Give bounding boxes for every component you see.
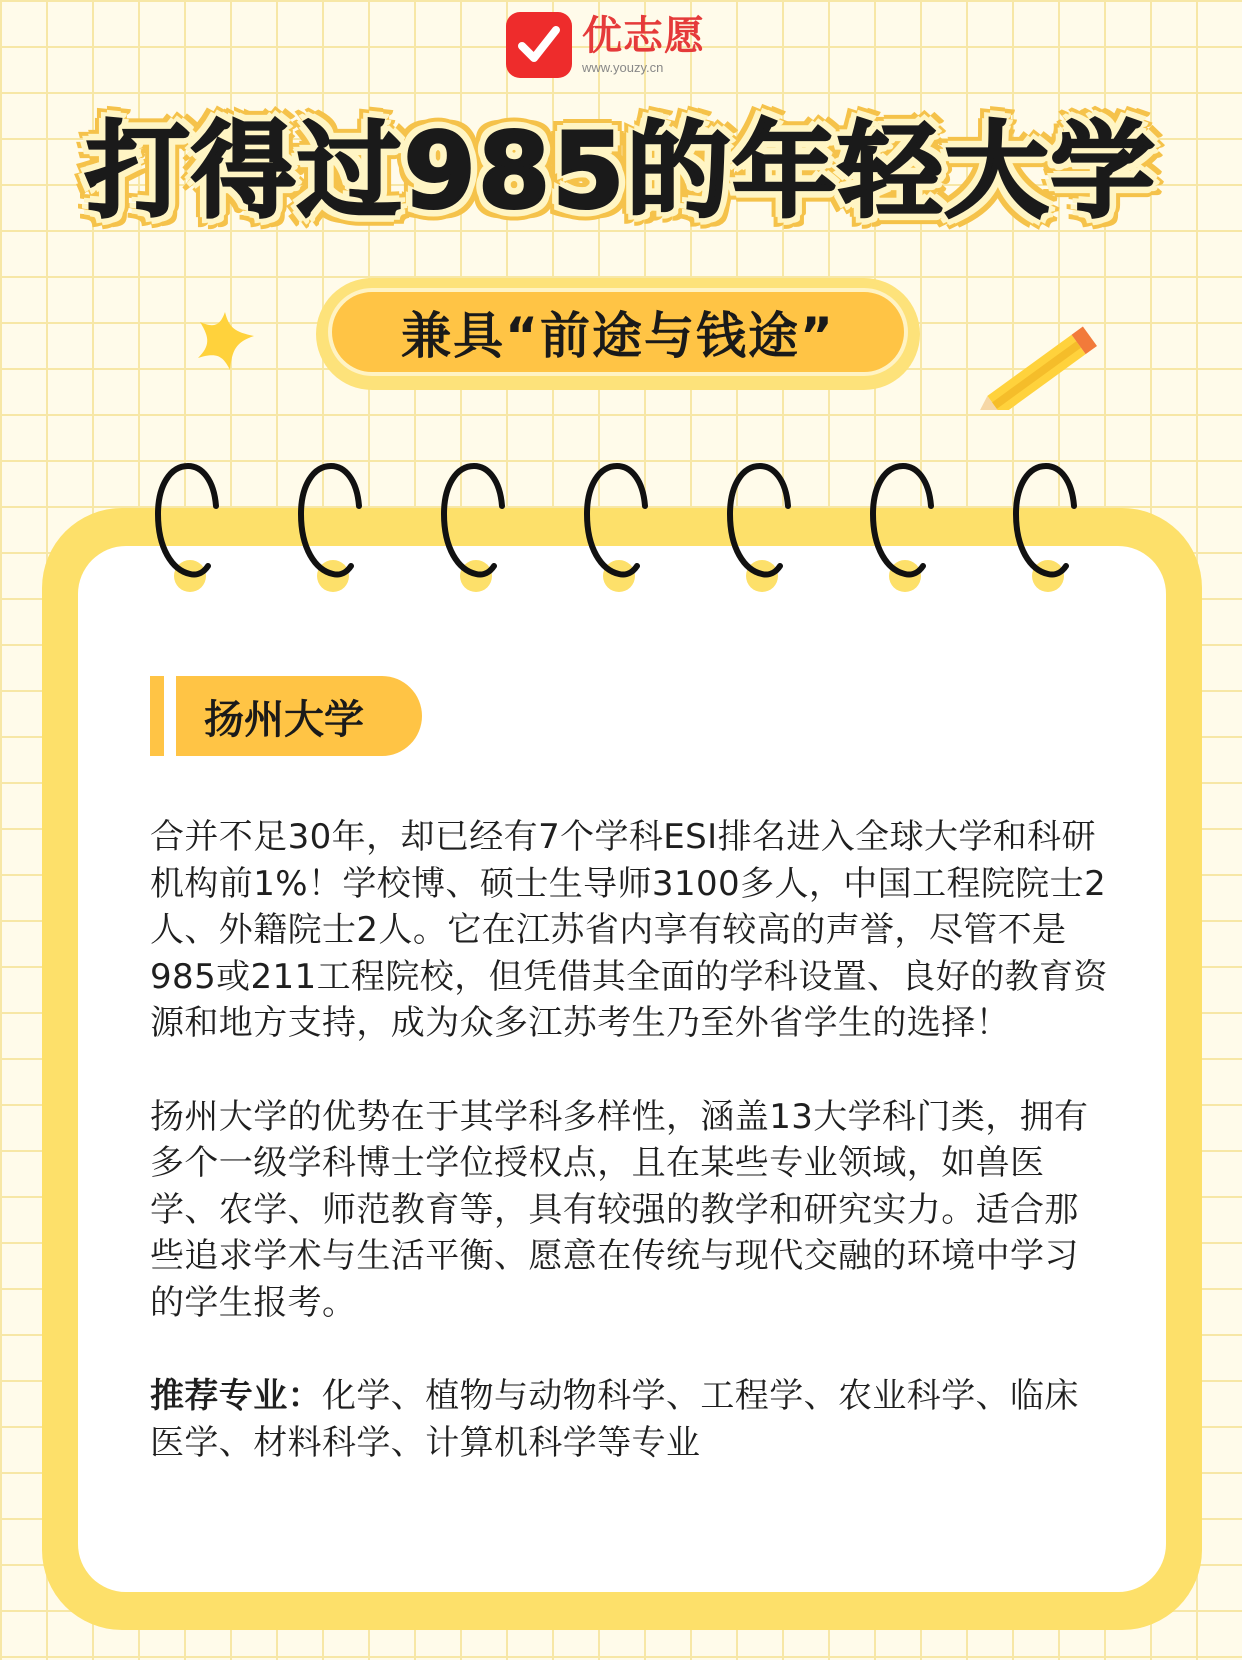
binder-ring-icon: [158, 466, 216, 575]
brand-name: 优志愿: [582, 13, 705, 59]
recommended-majors: [150, 1373, 1110, 1466]
binder-ring-icon: [1016, 466, 1074, 575]
recommend-label: 推荐专业：: [150, 1376, 322, 1416]
paragraph-advantages: 扬州大学的优势在于其学科多样性，涵盖13大学科门类，拥有多个一级学科博士学位授权点，且在某些专业领域，如兽医学、农学、师范教育等，具有较强的教学和研究实力。适合那些追求学术与生活平衡、愿意在传统与现代交融的环境中学习的学生报考。: [150, 1096, 1089, 1323]
binder-ring-icon: [587, 466, 645, 575]
paragraph-intro: 合并不足30年，却已经有7个学科ESI排名进入全球大学和科研机构前1%！学校博、硕士生导师3100多人，中国工程院院士2人、外籍院士2人。它在江苏省内享有较高的声誉，尽管不是985或211工程院校，但凭借其全面的学科设置、良好的教育资源和地方支持，成为众多江苏考生乃至外省学生的选择！: [150, 817, 1108, 1043]
subtitle-pill: 兼具“前途与钱途”: [328, 288, 908, 376]
university-tag: 扬州大学: [176, 676, 422, 756]
headline: 打得过985的年轻大学: [85, 110, 1157, 232]
binder-rings: [0, 0, 1242, 620]
recommend-text: 化学、植物与动物科学、工程学、农业科学、临床医学、材料科学、计算机科学等专业: [150, 1376, 1079, 1463]
binder-ring-icon: [730, 466, 788, 575]
binder-ring-icon: [444, 466, 502, 575]
binder-ring-icon: [873, 466, 931, 575]
brand-url: www.youzy.cn: [582, 60, 664, 75]
article-body: [150, 814, 1110, 1466]
tag-accent-bar: [150, 676, 164, 756]
binder-ring-icon: [301, 466, 359, 575]
